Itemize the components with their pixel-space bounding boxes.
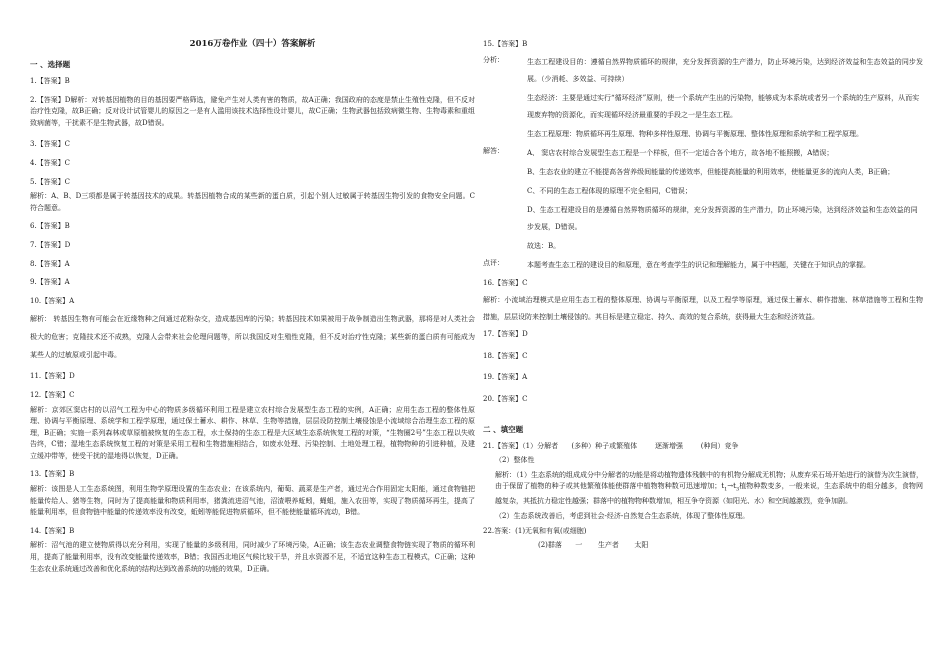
answer-9: 9.【答案】A: [30, 278, 70, 287]
answer-2: 2.【答案】D解析：对转基因植物的目的基因要严格筛选，避免产生对人类有害的物质，故A正确；我国政府的态度是禁止生殖性克隆，但不反对治疗性克隆，故B正确；反对设计试管婴儿的原因之一是有人滥用该技术选择性设计婴儿，故C正确；生物武器包括致病微生物、生物毒素和重组致病菌等，干扰素不是生物武器，故D错误。: [30, 95, 475, 127]
answer-14: 14.【答案】B: [30, 526, 75, 535]
answer-7: 7.【答案】D: [30, 240, 71, 249]
section-heading-fill: 二 、填空题: [483, 424, 524, 434]
answer-5-explanation: 解析：A、B、D三项都是属于转基因技术的成果。转基因植物合成的某些新的蛋白质，引起个别人过敏属于转基因生物引发的食物安全问题。C符合题意。: [30, 192, 475, 212]
solution-label: 解答：: [483, 146, 504, 155]
answer-16: 16.【答案】C: [483, 278, 528, 287]
solution-c: C、不同的生态工程体现的原理不完全相同，C错误；: [527, 186, 692, 195]
answer-18: 18.【答案】C: [483, 351, 528, 360]
analysis-principles: 生态工程原理：物质循环再生原理、物种多样性原理、协调与平衡原理、整体性原理和系统学和工程学原理。: [527, 129, 863, 138]
answer-4: 4.【答案】C: [30, 158, 71, 167]
answer-1: 1.【答案】B: [30, 77, 70, 85]
answer-15: 15.【答案】B: [483, 40, 528, 48]
answer-19: 19.【答案】A: [483, 373, 528, 382]
answer-21-explanation-1: 解析：（1）生态系统的组成成分中分解者的功能是将动植物遗体残骸中的有机物分解成无机物；从废弃采石场开始进行的演替为次生演替，由于保留了植物的种子或其他繁殖体能使群落中植物物种数可迅速增加；$t_1\to t_3$植物种数变多，一般来说，生态系统中的组分越多，食物网越复杂，其抵抗力稳定性越强；群落中的植物物种数增加，相互争夺资源（如阳光、水）和空间越激烈，竞争加剧。: [495, 470, 923, 506]
answer-21-part2: （2）整体性: [495, 456, 535, 465]
answer-21-explanation-2: （2）生态系统改善后，考虑到社会-经济-自然复合生态系统，体现了整体性原理。: [495, 511, 750, 520]
answer-5: 5.【答案】C: [30, 177, 71, 186]
analysis-goal: 生态工程建设目的：遵循自然界物质循环的规律，充分发挥资源的生产潜力，防止环境污染，达到经济效益和生态效益的同步发展。（少消耗、多效益、可持续）: [527, 57, 923, 83]
left-column: [30, 0, 475, 672]
answer-14-explanation: 解析：沼气池的建立使物质得以充分利用，实现了能量的多级利用，同时减少了环境污染，A正确；该生态农业调整食物链实现了物质的循环利用，提高了能量利用率，没有改变能量传递效率，B错；我国西北地区气候比较干旱，并且水资源不足，不适宜这种生态工程模式，C正确；这种生态农业系统通过改善和优化系统的结构达到改善系统的功能的效果，D正确。: [30, 541, 475, 573]
answer-11: 11.【答案】D: [30, 372, 75, 381]
answer-13-explanation: 解析：该图是人工生态系统图，利用生物学原理设置的生态农业；在该系统内，葡萄、蔬菜是生产者，通过光合作用固定太阳能，通过食物链把能量传给人、猪等生物，同时为了提高能量和物质利用率，猪粪流进沼气池，沼渣喂养蚯蚓，蝇蛆，施入农田等，实现了物质循环再生，提高了能量利用率，但食物链中能量的传递效率没有改变，蚯蚓等能促进物质循环，但不能使能量循环流动，B错。: [30, 485, 475, 517]
answer-12-explanation: 解析：京郊区窦店村的以沼气工程为中心的物质多级循环利用工程是建立农村综合发展型生态工程的实例，A正确；应用生态工程的整体性原理、协调与平衡原理、系统学和工程学原理，通过保土蓄水、耕作、林草、生物等措施，层层设防控制土壤侵蚀是小流域综合治理生态工程的原理，B正确；实施一系列森林或草原植被恢复的生态工程，水土保持的生态工程是大区域生态系统恢复工程的对策，“生物圈2号”生态工程以失败告终，C错；湿地生态系统恢复工程的对策是采用工程和生物措施相结合，如废水处理、污染控制、土地处理工程，植物物种的引进种植，及建立缓冲带等，使受干扰的湿地得以恢复，D正确。: [30, 405, 475, 460]
analysis-block: [483, 54, 923, 88]
answer-3: 3.【答案】C: [30, 140, 71, 149]
answer-13: 13.【答案】B: [30, 470, 75, 479]
comment-block: [483, 257, 923, 274]
solution-d: D、生态工程建设目的是遵循自然界物质循环的规律，充分发挥资源的生产潜力，防止环境污染，达到经济效益和生态效益的同步发展，D错误。: [527, 205, 918, 231]
answer-12: 12.【答案】C: [30, 390, 75, 399]
solution-block: [483, 145, 923, 162]
page-title: 2016万卷作业（四十）答案解析: [189, 39, 316, 49]
answer-16-explanation: 解析：小流域治理模式是应用生态工程的整体原理、协调与平衡原理，以及工程学等原理，通过保土蓄水、耕作措施、林草措施等工程和生物措施，层层设防来控制土壤侵蚀的。其目标是建立稳定、持久、高效的复合系统，获得最大生态和经济效益。: [483, 296, 923, 322]
answer-20: 20.【答案】C: [483, 394, 528, 403]
solution-choice: 故选：B。: [527, 241, 561, 250]
analysis-eco-economy: 生态经济：主要是通过实行“循环经济”原则，使一个系统产生出的污染物，能够成为本系统或者另一个系统的生产原料，从而实现废弃物的资源化，而实现循环经济最重要的手段之一是生态工程。: [527, 93, 920, 119]
answer-22-part2: (2)群落 一 生产者 太阳: [538, 541, 649, 550]
answer-10-explanation: 解析： 转基因生物有可能会在近缘物种之间通过花粉杂交，造成基因库的污染；转基因技术如果被用于战争制造出生物武器，那将是对人类社会极大的危害；克隆技术还不成熟，克隆人会带来社会伦理问题等，所以我国反对生殖性克隆，但不反对治疗性克隆；某些新的蛋白质有可能成为某些人的过敏原或引起中毒。: [30, 315, 475, 360]
comment-text: 本题考查生态工程的建设目的和原理，意在考查学生的识记和理解能力，属于中档题，关键在于知识点的掌握。: [527, 260, 870, 269]
solution-a: A、 窦店农村综合发展型生态工程是一个样板，但不一定适合各个地方，故各地不能照搬，A错误；: [527, 148, 834, 157]
answer-17: 17.【答案】D: [483, 330, 528, 339]
answer-22: 22.答案：(1)无氧和有氧(或细胞): [483, 526, 587, 535]
solution-b: B、生态农业的建立不能提高各营养级间能量的传递效率，但能提高能量的利用效率，使能量更多的流向人类，B正确；: [527, 167, 895, 176]
answer-10: 10.【答案】A: [30, 296, 75, 305]
answer-6: 6.【答案】B: [30, 222, 70, 231]
right-column: [483, 0, 923, 672]
comment-label: 点评：: [483, 258, 504, 267]
answer-21: 21.【答案】（1）分解者 (多种）种子或繁殖体 逐渐增强 (种间）竞争: [483, 441, 739, 450]
analysis-label: 分析：: [483, 55, 504, 64]
section-heading-choice: 一 、选择题: [30, 60, 71, 69]
answer-8: 8.【答案】A: [30, 259, 70, 268]
